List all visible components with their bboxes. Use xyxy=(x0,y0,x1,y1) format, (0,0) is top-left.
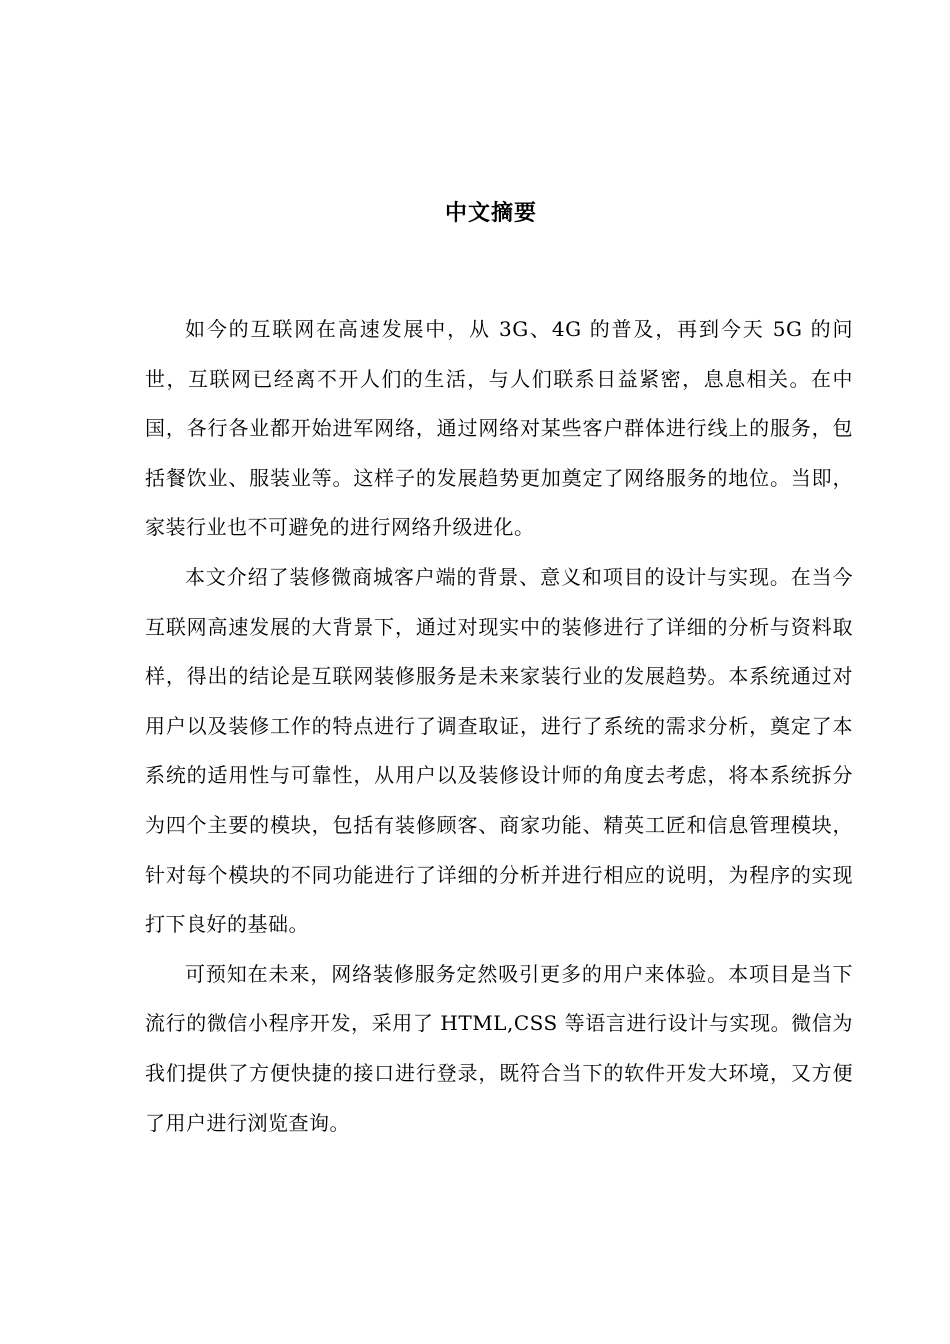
paragraph-3: 可预知在未来，网络装修服务定然吸引更多的用户来体验。本项目是当下流行的微信小程序开发，采用了 HTML,CSS 等语言进行设计与实现。微信为我们提供了方便快捷的接口进行登录，既符合当下的软件开发大环境，又方便了用户进行浏览查询。 xyxy=(145,961,853,1135)
paragraph-2: 本文介绍了装修微商城客户端的背景、意义和项目的设计与实现。在当今互联网高速发展的大背景下，通过对现实中的装修进行了详细的分析与资料取样，得出的结论是互联网装修服务是未来家装行业的发展趋势。本系统通过对用户以及装修工作的特点进行了调查取证，进行了系统的需求分析，奠定了本系统的适用性与可靠性，从用户以及装修设计师的角度去考虑，将本系统拆分为四个主要的模块，包括有装修顾客、商家功能、精英工匠和信息管理模块，针对每个模块的不同功能进行了详细的分析并进行相应的说明，为程序的实现打下良好的基础。 xyxy=(145,564,853,937)
paragraph-1: 如今的互联网在高速发展中，从 3G、4G 的普及，再到今天 5G 的问世，互联网已经离不开人们的生活，与人们联系日益紧密，息息相关。在中国，各行各业都开始进军网络，通过网络对某些客户群体进行线上的服务，包括餐饮业、服装业等。这样子的发展趋势更加奠定了网络服务的地位。当即，家装行业也不可避免的进行网络升级进化。 xyxy=(145,317,853,540)
abstract-body xyxy=(145,305,853,1148)
abstract-title: 中文摘要 xyxy=(444,201,537,226)
